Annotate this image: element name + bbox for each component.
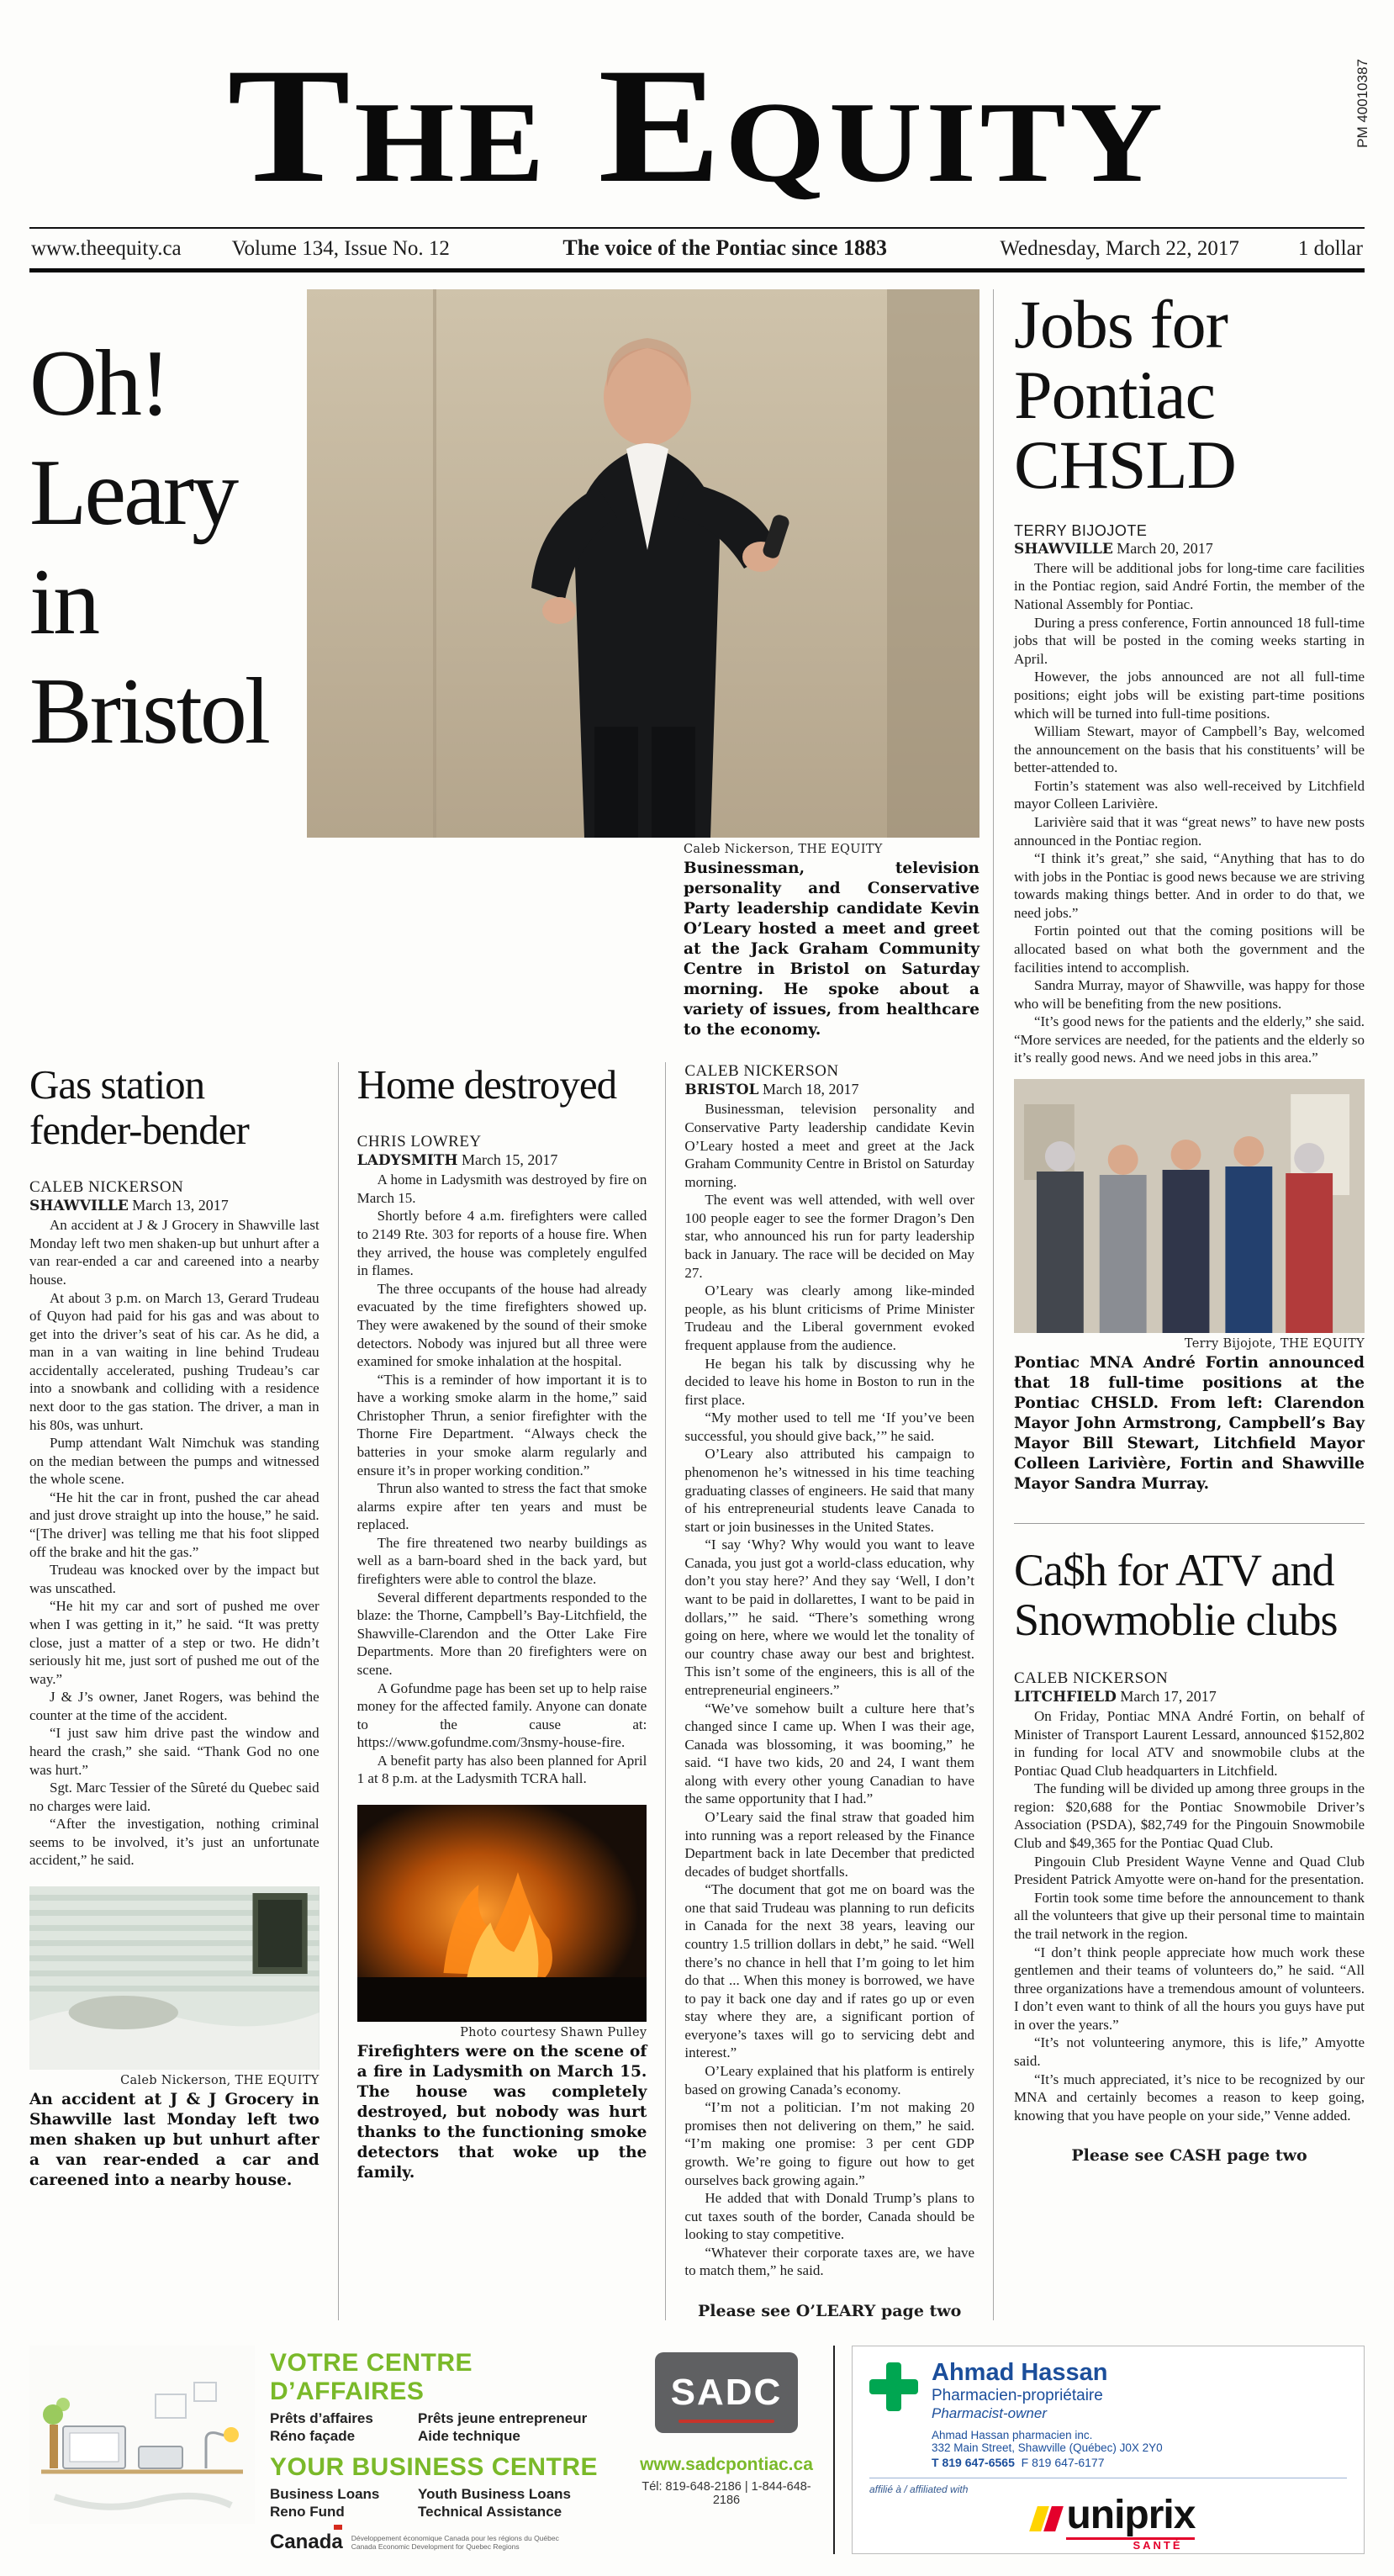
sadc-phone: Tél: 819-648-2186 | 1-844-648-2186 <box>642 2480 811 2507</box>
text-line: “It’s much appreciated, it’s nice to be recognized by our MNA and certainly becomes a reason to keep going, knowing that you have people on your side,” Venne added. <box>1014 2071 1365 2124</box>
atv-body <box>1014 1707 1365 2124</box>
text-line: At about 3 p.m. on March 13, Gerard Trudeau of Quyon had paid for his gas and was about to get into the driver’s seat of his car. As he did, a man in a van waiting in line behind Trudeau accidentally accelerated, pushing Trudeau’s car into a snowbank and colliding with a residence next door to the gas station. The driver, a man in his 80s, was unhurt. <box>29 1289 319 1433</box>
text-line: “I say ‘Why? Why would you want to leave Canada, you just got a world-class education, why don’t you stay here?’ And they say ‘Well, I don’t want to be paid in dollarettes, I want to be paid in dollars,’” he said. “There’s something wrong going on here, where we would let the tonality of our country chase away our best and brightest. This isn’t some of the engineers, this is all of the entrepreneurial engineers.” <box>684 1537 975 1698</box>
pharmacist-title-en: Pharmacist-owner <box>932 2405 1047 2422</box>
website-url: www.theequity.ca <box>31 237 182 260</box>
accident-photo-illustration <box>29 1886 319 2070</box>
article-oleary-continued <box>665 1062 974 2320</box>
sadc-website: www.sadcpontiac.ca <box>640 2455 813 2474</box>
atv-byline: CALEB NICKERSON <box>1014 1669 1169 1688</box>
fire-caption-block <box>357 2026 647 2183</box>
atv-headline <box>1014 1546 1365 1644</box>
text-line: Réno façade <box>270 2428 356 2444</box>
lead-photo-caption: Businessman, television personality and Conservative Party leadership candidate Kevin O’Leary hosted a meet and greet at the Jack Graham Community Centre in Bristol on Saturday morning. He spoke about a variety of issues, from healthcare to the economy. <box>684 860 979 1039</box>
text-line: “He hit the car in front, pushed the car ahead and just drove straight up into the house,” he said. “[The driver] was telling me that his foot slipped off the brake and hit the gas.” <box>29 1489 319 1560</box>
text-line: Aide technique <box>418 2428 520 2444</box>
canada-flag-icon <box>334 2525 342 2530</box>
text-line: A benefit party has also been planned for April 1 at 8 p.m. at the Ladysmith TCRA hall. <box>356 1752 647 1787</box>
text-line: Pontiac <box>1014 356 1215 433</box>
text-line: Fortin took some time before the announcement to thank all the volunteers that give up their personal time to maintain the trail network in the region. <box>1014 1889 1365 1942</box>
affiliation-text: affilié à / affiliated with <box>869 2483 969 2496</box>
text-line: The three occupants of the house had already evacuated by the time firefighters showed up. They were awakened by the sound of their smoke detectors. Nobody was injured but all three were examined for smoke inhalation at the hospital. <box>356 1280 647 1370</box>
jobs-dateline: SHAWVILLE March 20, 2017 <box>1014 539 1213 558</box>
pharmacy-cross-icon <box>869 2362 918 2411</box>
gas-dateline: SHAWVILLE March 13, 2017 <box>29 1197 229 1215</box>
info-bar <box>29 227 1365 272</box>
price: 1 dollar <box>1297 237 1363 260</box>
text-line: “I think it’s great,” she said, “Anything that has to do with jobs in the Pontiac is good news because we are striving towards making things better. And in order to do that, we need jobs.” <box>1014 850 1365 921</box>
text-line: Prêts jeune entrepreneur <box>418 2410 588 2426</box>
text-line: J & J’s owner, Janet Rogers, was behind the counter at the time of the accident. <box>29 1689 319 1723</box>
accident-caption-block <box>29 2074 319 2191</box>
right-column <box>993 286 1365 2320</box>
text-line: Pump attendant Walt Nimchuk was standing on the median between the pumps and witnessed the whole scene. <box>29 1435 319 1488</box>
text-line: Sandra Murray, mayor of Shawville, was happy for those who will be benefiting from the new positions. <box>1014 977 1365 1012</box>
lead-story <box>29 289 979 1040</box>
group-photo-illustration <box>1014 1079 1365 1333</box>
desk-illustration <box>29 2346 255 2524</box>
accident-photo-credit: Caleb Nickerson, THE EQUITY <box>120 2074 319 2088</box>
text-line: Fortin’s statement was also well-received by Litchfield mayor Colleen Larivière. <box>1014 777 1365 812</box>
jobs-body <box>1014 559 1365 1067</box>
text-line: Shortly before 4 a.m. firefighters were called to 2149 Rte. 303 for reports of a house fire. When they arrived, the house was completely engulfed in flames. <box>356 1208 647 1279</box>
text-line: He added that with Donald Trump’s plans to cut taxes south of the border, Canada should be looking to stay competitive. <box>684 2190 975 2243</box>
text-line: Larivière said that it was “great news” to have new posts announced in the Pontiac region. <box>1014 813 1365 849</box>
desk-illustration-drawing <box>29 2346 255 2524</box>
accident-photo <box>29 1886 319 2070</box>
text-line: O’Leary said the final straw that goaded him into running was a report released by the Finance Department back in late December that predicted decades of budget shortfalls. <box>684 1808 975 1880</box>
home-dateline: LADYSMITH March 15, 2017 <box>356 1151 558 1170</box>
group-photo-caption: Pontiac MNA André Fortin announced that 18 full-time positions at the Pontiac CHSLD. From left: Clarendon Mayor John Armstrong, Campbell’s Bay Mayor Bill Stewart, Litchfield Mayor Colleen Larivière, Fortin and Shawville Mayor Sandra Murray. <box>1014 1354 1365 1494</box>
text-line: O’Leary also attributed his campaign to phenomenon he’s witnessed in his time teaching graduating classes of engineers. He said that many of his entrepreneurial students leave Canada to start or join businesses in the United States. <box>684 1446 975 1535</box>
article-home-destroyed <box>338 1062 666 2320</box>
sadc-items-en <box>270 2486 623 2520</box>
uniprix-mark-icon <box>1033 2506 1059 2531</box>
uniprix-logo: uniprix SANTÉ <box>869 2497 1347 2539</box>
text-line: “The document that got me on board was the one that said Trudeau was planning to run deficits in Canada for the next 38 years, leaving our country 1.5 trillion dollars in debt,” he said. “Well there’s no chance in hell that I’m going to let him do that ... When this money is borrowed, we have to pay it back one day and if rates go up or even stay where they are, a significant portion of everyone’s taxes will go to servicing debt and interest.” <box>684 1881 975 2061</box>
text-line: “I don’t think people appreciate how much work these gentlemen and their teams of volunteers do,” he said. “All three organizations have a tremendous amount of volunteers. I don’t even want to think of all the hours you guys have put in over the years.” <box>1014 1944 1365 2033</box>
text-line: “I’m not a politician. I’m not making 20 promises then not delivering on them,” he said. “I’m making one promise: 3 per cent GDP growth. We’re going to figure out how to get ourselves back growing again.” <box>684 2099 975 2188</box>
text-line: On Friday, Pontiac MNA André Fortin, on behalf of Minister of Transport Laurent Lessard, announced $152,802 in funding for local ATV and snowmobile clubs at the Pontiac Quad Club headquarters in Litchfield. <box>1014 1708 1365 1779</box>
volume-issue: Volume 134, Issue No. 12 <box>231 237 450 260</box>
text-line: Technical Assistance <box>418 2504 562 2520</box>
canada-wordmark: Canada <box>270 2531 343 2554</box>
text-line: in <box>29 549 98 654</box>
oleary-dateline: BRISTOL March 18, 2017 <box>684 1081 859 1099</box>
text-line: Oh! <box>29 331 169 436</box>
jobs-byline: TERRY BIJOJOTE <box>1014 521 1148 539</box>
ad-separator <box>833 2346 835 2554</box>
text-line: Fortin pointed out that the coming positions will be allocated based on what both the government and the facilities intend to accomplish. <box>1014 923 1365 976</box>
secondary-stories <box>29 1062 974 2320</box>
text-line: The event was well attended, with well over 100 people eager to see the former Dragon’s Den star, who announced his run for party leadership back in January. The race will be decided on May 27. <box>684 1192 975 1281</box>
column-divider <box>1014 1523 1365 1524</box>
postal-registration-number: PM 40010387 <box>1354 59 1370 148</box>
ad-pharmacy <box>852 2346 1365 2554</box>
sadc-items-fr <box>270 2410 623 2445</box>
text-line: Businessman, television personality and Conservative Party leadership candidate Kevin O’Leary hosted a meet and greet at the Jack Graham Community Centre in Bristol on Saturday morning. <box>684 1101 975 1190</box>
atv-dateline: LITCHFIELD March 17, 2017 <box>1014 1688 1217 1706</box>
canada-agency-text: Développement économique Canada pour les régions du Québec Canada Economic Development for Quebec Regions <box>351 2533 559 2551</box>
text-line: Pingouin Club President Wayne Venne and Quad Club President Patrick Amyotte were on-hand for the presentation. <box>1014 1853 1365 1888</box>
home-body <box>357 1171 647 1788</box>
text-line: Leary <box>29 440 237 545</box>
text-line: Ca$h for ATV and <box>1014 1545 1334 1596</box>
text-line: A home in Ladysmith was destroyed by fire on March 15. <box>356 1172 647 1206</box>
issue-date: Wednesday, March 22, 2017 <box>1000 237 1239 260</box>
canada-wordmark-row <box>270 2531 623 2554</box>
text-line: “Whatever their corporate taxes are, we have to match them,” he said. <box>684 2244 975 2279</box>
sadc-title-fr: VOTRE CENTRE D’AFFAIRES <box>270 2349 473 2405</box>
text-line: An accident at J & J Grocery in Shawville last Monday left two men shaken-up but unhurt after a van rear-ended a car and careened into a nearby house. <box>29 1217 319 1288</box>
text-line: The funding will be divided up among three groups in the region: $20,688 for the Pontiac Snowmobile Driver’s Association (PSDA), $82,749 for the Pingouin Snowmobile Club and $49,365 for the Pontiac Quad Club. <box>1014 1780 1365 1852</box>
lead-caption-block <box>684 838 979 1040</box>
group-photo <box>1014 1079 1365 1333</box>
text-line: Snowmoblie clubs <box>1014 1594 1338 1645</box>
atv-continuation: Please see CASH page two <box>1071 2146 1307 2166</box>
text-line: “My mother used to tell me ‘If you’ve been successful, you should give back,’” he said. <box>684 1410 975 1444</box>
text-line: Reno Fund <box>270 2504 345 2520</box>
text-line: CHSLD <box>1014 426 1236 504</box>
sadc-logo: SADC <box>655 2352 798 2433</box>
lead-photo-oleary <box>307 289 979 838</box>
text-line: “He hit my car and sort of pushed me over when I was getting in it,” he said. “It was pretty close, just a matter of a step or two. He didn’t seriously hit me, just sort of pushed me out of the way.” <box>29 1598 319 1687</box>
article-atv-funding <box>1014 1546 1365 2165</box>
ad-sadc-business-centre <box>29 2346 816 2554</box>
uniprix-sante-label: SANTÉ <box>1133 2538 1183 2552</box>
text-line: Sgt. Marc Tessier of the Sûreté du Quebec said no charges were laid. <box>29 1780 319 1814</box>
text-line: “It’s not volunteering anymore, this is life,” Amyotte said. <box>1014 2034 1365 2069</box>
text-line: Business Loans <box>270 2486 380 2502</box>
fire-photo-illustration <box>357 1805 647 2022</box>
fire-photo <box>357 1805 647 2022</box>
masthead-title: The Equity <box>227 34 1167 217</box>
gas-headline <box>29 1062 319 1153</box>
text-line: O’Leary was clearly among like-minded people, as his blunt criticisms of Prime Minister Trudeau and the Liberal government evoked frequent applause from the audience. <box>684 1283 975 1353</box>
text-line: During a press conference, Fortin announced 18 full-time jobs that will be posted in the coming weeks starting in April. <box>1014 614 1365 667</box>
tagline: The voice of the Pontiac since 1883 <box>562 235 887 260</box>
text-line: A Gofundme page has been set up to help raise money for the affected family. Anyone can donate to the cause at: https://www.gofundme.com/3nsmy-house-fire. <box>356 1679 647 1751</box>
text-line: William Stewart, mayor of Campbell’s Bay, welcomed the announcement on the basis that his constituents’ will be better-attended to. <box>1014 723 1365 776</box>
sadc-text-block <box>270 2346 623 2554</box>
text-line: Home destroyed <box>356 1061 617 1108</box>
text-line: Jobs for <box>1014 286 1228 362</box>
home-byline: CHRIS LOWREY <box>356 1133 482 1151</box>
text-line: He began his talk by discussing why he decided to leave his home in Boston to run in the first place. <box>684 1355 975 1408</box>
text-line: O’Leary explained that his platform is entirely based on growing Canada’s economy. <box>684 2063 975 2097</box>
group-photo-credit: Terry Bijojote, THE EQUITY <box>1184 1337 1365 1351</box>
pharmacy-phones: T 819 647-6565 F 819 647-6177 <box>932 2456 1105 2470</box>
jobs-headline <box>1014 286 1365 504</box>
sadc-title-en: YOUR BUSINESS CENTRE <box>270 2453 599 2481</box>
lead-photo-credit: Caleb Nickerson, THE EQUITY <box>684 843 883 856</box>
text-line: Thrun also wanted to stress the fact that smoke alarms expire after ten years and must be replaced. <box>356 1480 647 1533</box>
fire-photo-credit: Photo courtesy Shawn Pulley <box>460 2025 647 2039</box>
pharmacy-company: Ahmad Hassan pharmacien inc. <box>932 2429 1093 2442</box>
text-line: Several different departments responded to the blaze: the Thorne, Campbell’s Bay-Litchfield, the Shawville-Clarendon and the Otter Lake Fire Departments. More than 20 firefighters were on scene. <box>356 1589 647 1678</box>
main-content <box>29 286 1365 2320</box>
text-line: Bristol <box>29 659 268 764</box>
home-headline <box>357 1062 647 1108</box>
gas-body <box>29 1216 319 1870</box>
pharmacist-name: Ahmad Hassan <box>932 2359 1108 2386</box>
masthead <box>29 0 1370 217</box>
sadc-logo-block <box>638 2346 815 2554</box>
group-caption-block <box>1014 1337 1365 1494</box>
oleary-body <box>684 1100 974 2280</box>
text-line: The fire threatened two nearby buildings as well as a barn-board shed in the back yard, but firefighters were able to control the blaze. <box>356 1534 647 1588</box>
text-line: “We’ve somehow built a culture here that’s changed since I came up. When I was their age, Canada was blossoming, it was booming,” he said. “I have two kids, 20 and 24, I want them along with every other young Canadian to have the same opportunity that I had.” <box>684 1700 975 1807</box>
oleary-photo-illustration <box>307 289 979 838</box>
text-line: Gas station <box>29 1061 205 1108</box>
text-line: “I just saw him drive past the window and heard the crash,” she said. “Thank God no one was hurt.” <box>29 1725 319 1778</box>
accident-photo-caption: An accident at J & J Grocery in Shawville last Monday left two men shaken up but unhurt after a van rear-ended a car and careened into a nearby house. <box>29 2091 319 2190</box>
advertisement-band <box>29 2346 1365 2576</box>
text-line: “It’s good news for the patients and the elderly,” she said. “More services are needed, for the patients and the elderly so it’s really good news. And we need jobs in this area.” <box>1014 1013 1365 1066</box>
oleary-continuation: Please see O’LEARY page two <box>698 2302 962 2320</box>
oleary-byline: CALEB NICKERSON <box>684 1062 839 1081</box>
text-line: Trudeau was knocked over by the impact but was unscathed. <box>29 1562 319 1596</box>
article-jobs-chsld <box>1014 286 1365 1494</box>
text-line: Prêts d’affaires <box>270 2410 373 2426</box>
gas-byline: CALEB NICKERSON <box>29 1178 184 1197</box>
text-line: However, the jobs announced are not all full-time positions; eight jobs will be existing part-time positions which will be turned into full-time positions. <box>1014 669 1365 722</box>
text-line: “After the investigation, nothing criminal seems to be involved, it’s just an unfortunate accident,” he said. <box>29 1816 319 1869</box>
text-line: Youth Business Loans <box>418 2486 571 2502</box>
fire-photo-caption: Firefighters were on the scene of a fire in Ladysmith on March 15. The house was completely destroyed, but nobody was hurt thanks to the functioning smoke detectors that woke up the family. <box>356 2042 647 2182</box>
text-line: There will be additional jobs for long-time care facilities in the Pontiac region, said André Fortin, the member of the National Assembly for Pontiac. <box>1014 559 1365 613</box>
text-line: “This is a reminder of how important it is to have a working smoke alarm in the home,” said Christopher Thrun, a senior firefighter with the Thorne Fire Department. “Always check the batteries in your smoke alarm regularly and ensure it’s in proper working condition.” <box>356 1371 647 1478</box>
pharmacist-title-fr: Pharmacien-propriétaire <box>932 2387 1103 2405</box>
text-line: fender-bender <box>29 1107 249 1154</box>
article-gas-station <box>29 1062 338 2320</box>
lead-headline <box>29 289 307 1040</box>
pharmacy-address: 332 Main Street, Shawville (Québec) J0X 2Y0 <box>932 2441 1163 2455</box>
